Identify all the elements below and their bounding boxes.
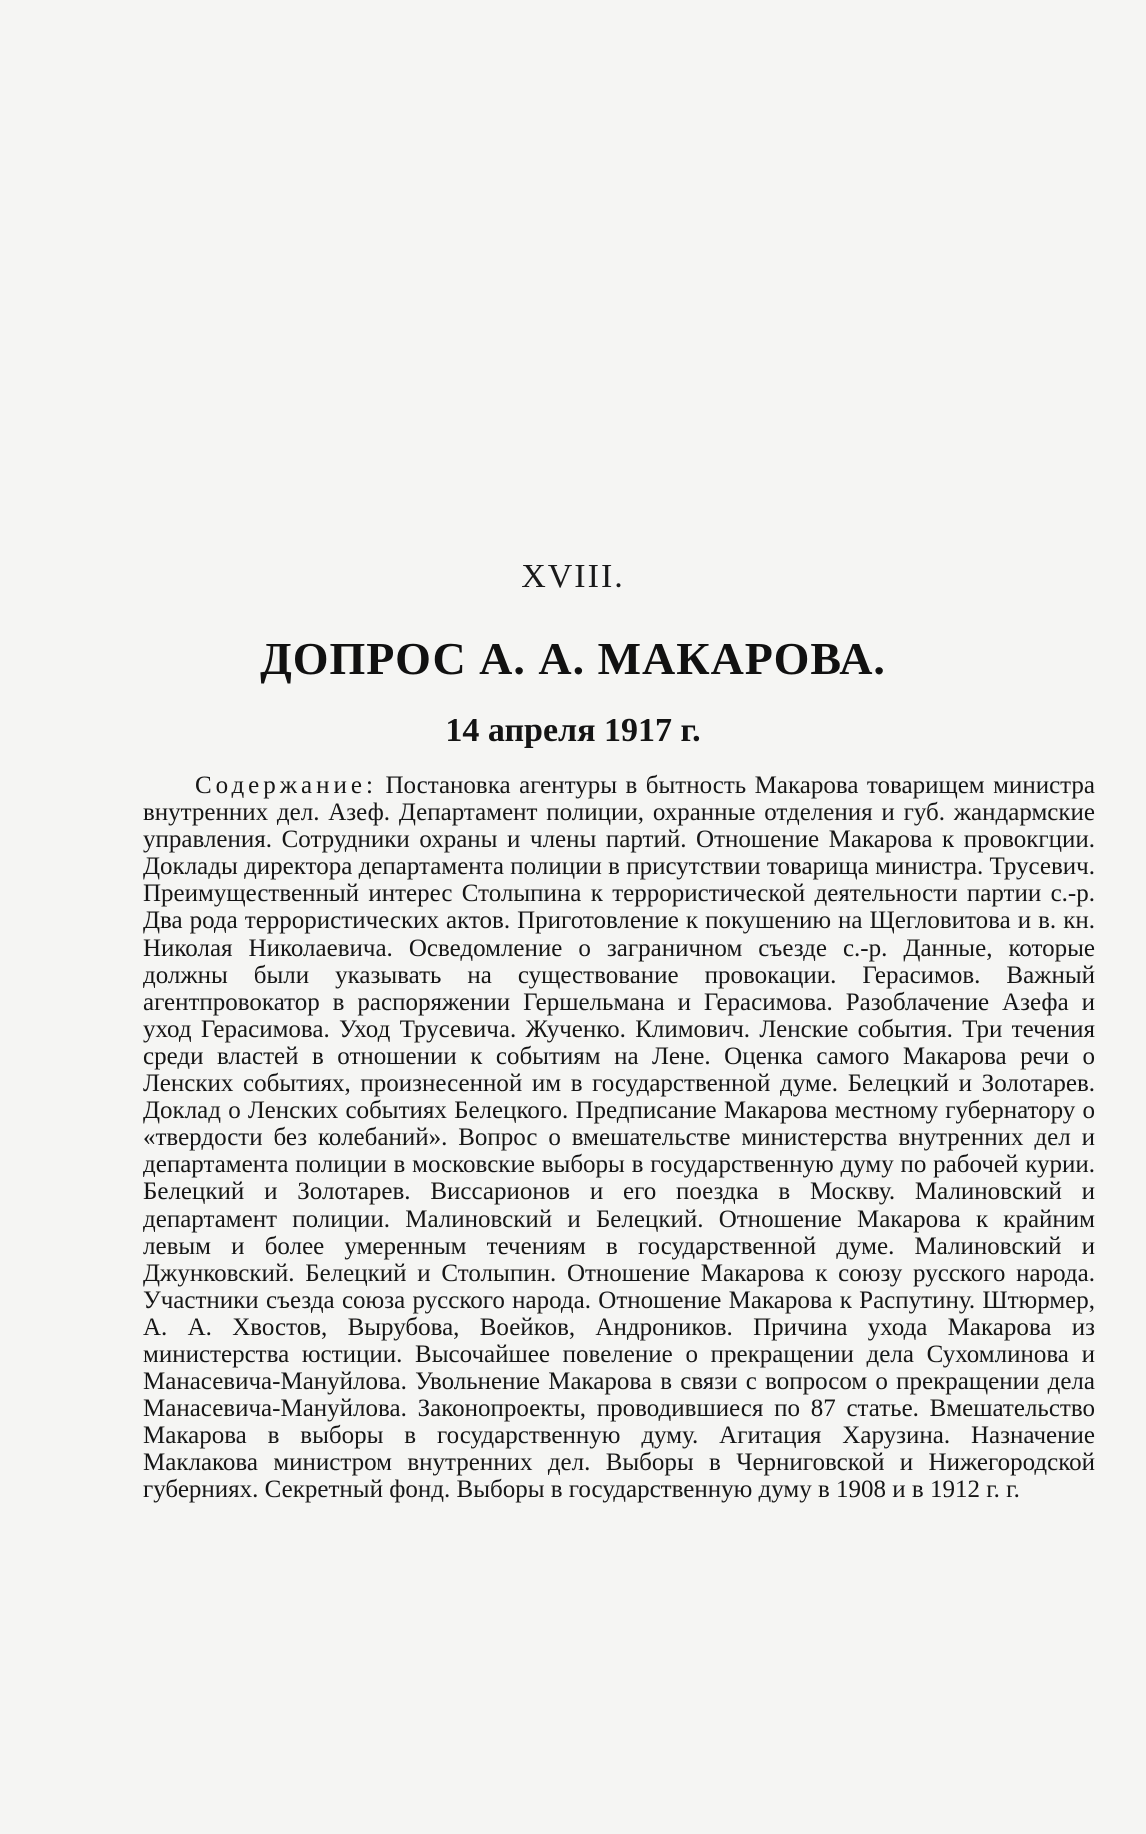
chapter-number: XVIII.: [521, 558, 625, 595]
chapter-title: ДОПРОС А. А. МАКАРОВА.: [260, 633, 886, 684]
summary-text: Постановка агентуры в бытность Макарова товарищем министра внутренних дел. Азеф. Департамент полиции, охранные отделения и губ. жандармские управления. Сотрудники охраны и члены партий. Отношение Макарова к провокгции. Доклады директора департамента полиции в присутствии товарища министра. Трусевич. Преимущественный интерес Столыпина к террористической деятельности партии с.-р. Два рода террористических актов. Приготовление к покушению на Щегловитова и в. кн. Николая Николаевича. Осведомление о заграничном съезде с.-р. Данные, которые должны были указывать на существование провокации. Герасимов. Важный агентпровокатор в распоряжении Гершельмана и Герасимова. Разоблачение Азефа и уход Герасимова. Уход Трусевича. Жученко. Климович. Ленские события. Три течения среди властей в отношении к событиям на Лене. Оценка самого Макарова речи о Ленских событиях, произнесенной им в государственной думе. Белецкий и Золотарев. Доклад о Ленских событиях Белецкого. Предписание Макарова местному губернатору о «твердости без колебаний». Вопрос о вмешательстве министерства внутренних дел и департамента полиции в московские выборы в государственную думу по рабочей курии. Белецкий и Золотарев. Виссарионов и его поездка в Москву. Малиновский и департамент полиции. Малиновский и Белецкий. Отношение Макарова к крайним левым и более умеренным течениям в государственной думе. Малиновский и Джунковский. Белецкий и Столыпин. Отношение Макарова к союзу русского народа. Участники съезда союза русского народа. Отношение Макарова к Распутину. Штюрмер, А. А. Хвостов, Вырубова, Воейков, Андроников. Причина ухода Макарова из министерства юстиции. Высочайшее повеление о прекращении дела Сухомлинова и Манасевича-Мануйлова. Увольнение Макарова в связи с вопросом о прекращении дела Манасевича-Мануйлова. Законопроекты, проводившиеся по 87 статье. Вмешательство Макарова в выборы в государственную думу. Агитация Харузина. Назначение Маклакова министром внутренних дел. Выборы в Черниговской и Нижегородской губерниях. Секретный фонд. Выборы в государственную думу в 1908 и в 1912 г. г.: [143, 772, 1095, 1504]
chapter-date: 14 апреля 1917 г.: [445, 712, 701, 749]
summary-paragraph: [143, 772, 1095, 1504]
summary-label: Содержание:: [195, 772, 377, 799]
